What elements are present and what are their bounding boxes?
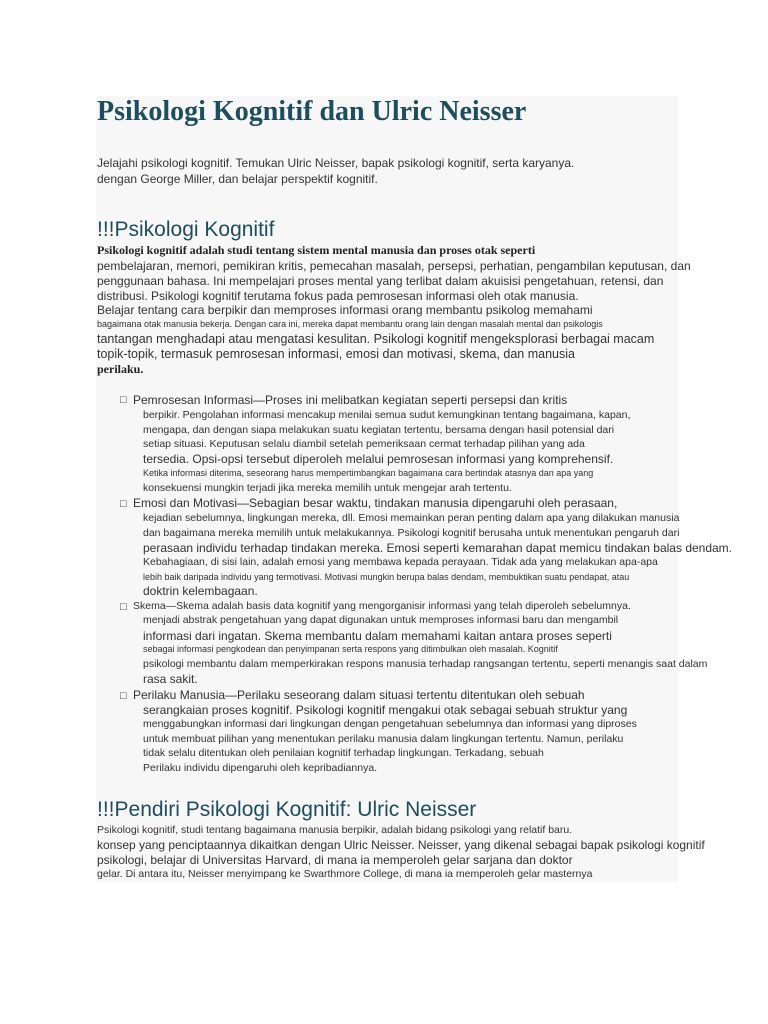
bullet-line: tidak selalu ditentukan oleh penilaian kognitif terhadap lingkungan. Terkadang, sebuah <box>143 747 544 759</box>
bullet-line: menjadi abstrak pengetahuan yang dapat digunakan untuk memproses informasi baru dan mengambil <box>143 614 619 626</box>
body-line: distribusi. Psikologi kognitif terutama fokus pada pemrosesan informasi oleh otak manusia. <box>97 289 579 303</box>
bullet-line: berpikir. Pengolahan informasi mencakup menilai semua sudut kemungkinan tentang bagaimana, kapan, <box>143 409 631 421</box>
bullet-heading: Pemrosesan Informasi—Proses ini melibatkan kegiatan seperti persepsi dan kritis <box>133 393 568 407</box>
bullet-heading: Perilaku Manusia—Perilaku seseorang dalam situasi tertentu ditentukan oleh sebuah <box>133 688 585 702</box>
bullet-line: konsekuensi mungkin terjadi jika mereka memilih untuk mengejar arah tertentu. <box>143 482 512 494</box>
bullet-line: rasa sakit. <box>143 672 198 686</box>
bullet-line: Perilaku individu dipengaruhi oleh kepribadiannya. <box>143 762 378 774</box>
bullet-line: kejadian sebelumnya, lingkungan mereka, dll. Emosi memainkan peran penting dalam apa yang dilakukan manusia <box>143 512 680 524</box>
bullet-line: Kebahagiaan, di sisi lain, adalah emosi yang membawa kepada perayaan. Tidak ada yang melakukan apa-apa <box>143 556 658 568</box>
bullet-line: menggabungkan informasi dari lingkungan dengan pengetahuan sebelumnya dan informasi yang diproses <box>143 718 637 730</box>
body-line: topik-topik, termasuk pemrosesan informasi, emosi dan motivasi, skema, dan manusia <box>97 347 575 361</box>
bullet-line: untuk membuat pilihan yang menentukan perilaku manusia dalam lingkungan tertentu. Namun, perilaku <box>143 733 624 745</box>
bullet-line: informasi dari ingatan. Skema membantu dalam memahami kaitan antara proses seperti <box>143 629 612 643</box>
body-line: tantangan menghadapi atau mengatasi kesulitan. Psikologi kognitif mengeksplorasi berbagai macam <box>97 332 655 346</box>
bullet-line: lebih baik daripada individu yang termotivasi. Motivasi mungkin berupa balas dendam, membuktikan suatu pendapat, atau <box>143 572 630 582</box>
intro-line: Jelajahi psikologi kognitif. Temukan Ulric Neisser, bapak psikologi kognitif, serta karyanya. <box>97 156 575 170</box>
bullet-line: psikologi membantu dalam memperkirakan respons manusia terhadap rangsangan tertentu, seperti menangis saat dalam <box>143 658 708 670</box>
bullet-icon: □ <box>120 394 127 406</box>
bullet-line: mengapa, dan dengan siapa melakukan suatu kegiatan tertentu, bersama dengan hasil potensial dari <box>143 424 615 436</box>
bullet-line: Ketika informasi diterima, seseorang harus mempertimbangkan bagaimana cara bertindak atasnya dan apa yang <box>143 468 594 478</box>
bullet-line: dan bagaimana mereka memilih untuk melakukannya. Psikologi kognitif berusaha untuk menentukan pengaruh dari <box>143 527 680 539</box>
bullet-heading: Skema—Skema adalah basis data kognitif yang mengorganisir informasi yang telah diperoleh sebelumnya. <box>133 600 631 612</box>
body-line: Psikologi kognitif, studi tentang bagaimana manusia berpikir, adalah bidang psikologi yang relatif baru. <box>97 824 573 836</box>
bullet-line: doktrin kelembagaan. <box>143 584 258 598</box>
section-lead: Psikologi kognitif adalah studi tentang sistem mental manusia dan proses otak seperti <box>97 243 536 257</box>
bullet-heading: Emosi dan Motivasi—Sebagian besar waktu, tindakan manusia dipengaruhi oleh perasaan, <box>133 496 618 510</box>
body-line: psikologi, belajar di Universitas Harvard, di mana ia memperoleh gelar sarjana dan doktor <box>97 853 573 867</box>
bullet-line: sebagai informasi pengkodean dan penyimpanan serta respons yang ditimbulkan oleh masalah. Kognitif <box>143 644 558 654</box>
body-line: perilaku. <box>97 362 144 376</box>
bullet-icon: □ <box>120 690 127 702</box>
body-line: pembelajaran, memori, pemikiran kritis, pemecahan masalah, persepsi, perhatian, pengambilan keputusan, dan <box>97 259 691 273</box>
body-line: konsep yang penciptaannya dikaitkan dengan Ulric Neisser. Neisser, yang dikenal sebagai bapak psikologi kognitif <box>97 838 705 852</box>
body-line: bagaimana otak manusia bekerja. Dengan cara ini, mereka dapat membantu orang lain dengan masalah mental dan psikologis <box>97 319 603 329</box>
bullet-icon: □ <box>120 498 127 510</box>
intro-line: dengan George Miller, dan belajar perspektif kognitif. <box>97 172 378 186</box>
section-heading-pendiri: !!!Pendiri Psikologi Kognitif: Ulric Neisser <box>97 798 477 821</box>
body-line: Belajar tentang cara berpikir dan memproses informasi orang membantu psikolog memahami <box>97 303 593 317</box>
bullet-line: serangkaian proses kognitif. Psikologi kognitif mengakui otak sebagai sebuah struktur yang <box>143 703 628 717</box>
bullet-line: perasaan individu terhadap tindakan mereka. Emosi seperti kemarahan dapat memicu tindakan balas dendam. <box>143 541 733 555</box>
bullet-line: setiap situasi. Keputusan selalu diambil setelah pemeriksaan cermat terhadap pilihan yang ada <box>143 438 585 450</box>
bullet-icon: □ <box>120 601 127 613</box>
body-line: penggunaan bahasa. Ini mempelajari proses mental yang terlibat dalam akuisisi pengetahuan, retensi, dan <box>97 274 664 288</box>
bullet-line: tersedia. Opsi-opsi tersebut diperoleh melalui pemrosesan informasi yang komprehensif. <box>143 452 614 466</box>
body-line: gelar. Di antara itu, Neisser menyimpang ke Swarthmore College, di mana ia memperoleh gelar masternya <box>97 868 593 880</box>
page-title: Psikologi Kognitif dan Ulric Neisser <box>97 96 527 127</box>
section-heading-psikologi-kognitif: !!!Psikologi Kognitif <box>97 218 275 241</box>
